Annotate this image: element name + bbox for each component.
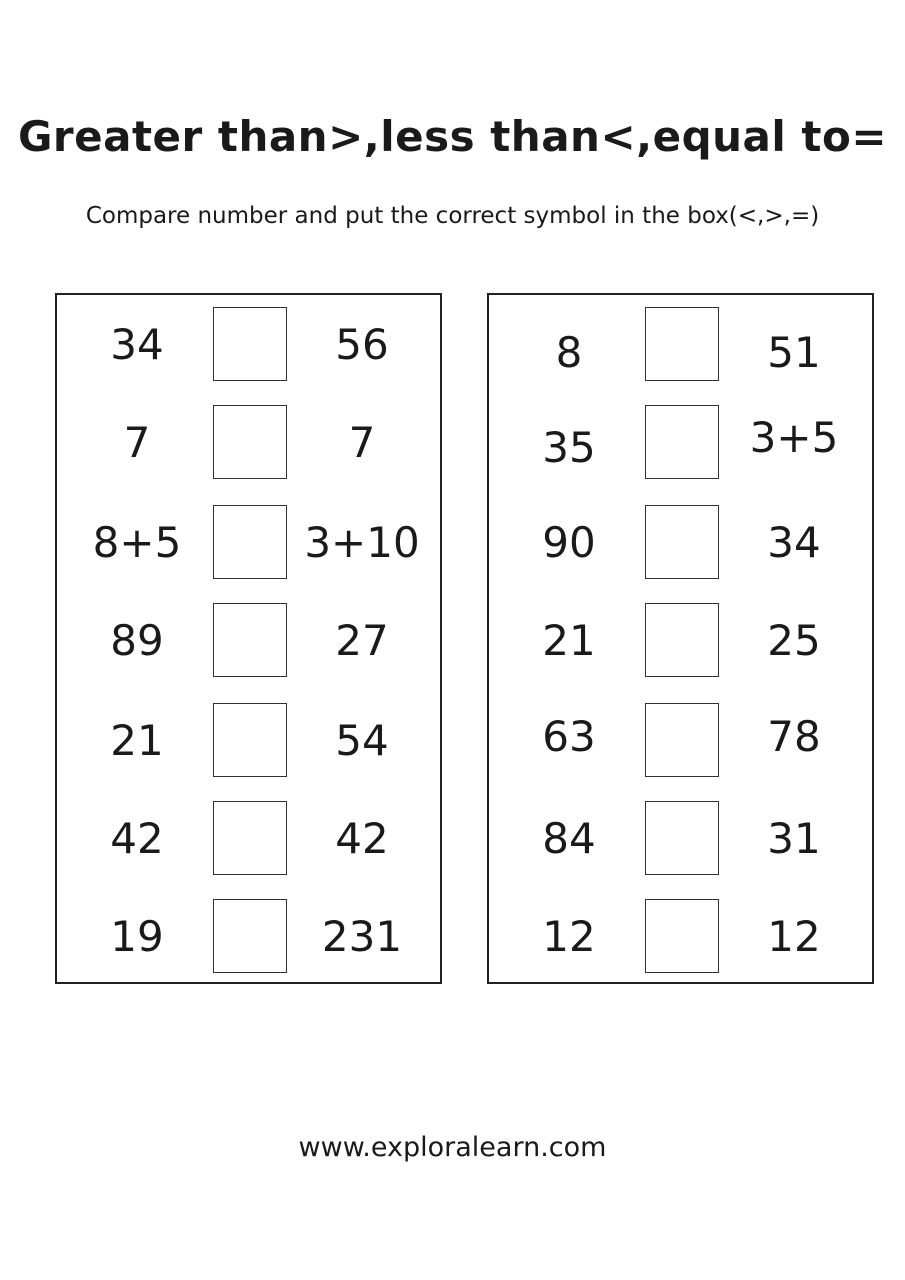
right-number: 12 — [767, 912, 821, 961]
answer-box[interactable] — [213, 899, 287, 973]
left-number: 63 — [542, 712, 596, 761]
comparison-row — [57, 801, 440, 877]
right-number: 31 — [767, 814, 821, 863]
right-number: 231 — [321, 912, 403, 961]
left-number: 42 — [110, 814, 164, 863]
left-number: 21 — [542, 616, 596, 665]
comparison-row — [57, 703, 440, 779]
worksheet-title: Greater than>,less than<,equal to= — [17, 112, 888, 161]
comparison-row — [489, 307, 872, 383]
left-comparison-panel — [55, 293, 442, 984]
right-number: 42 — [335, 814, 389, 863]
comparison-row — [489, 603, 872, 679]
right-number: 27 — [335, 616, 389, 665]
answer-box[interactable] — [213, 307, 287, 381]
left-number: 35 — [542, 423, 596, 472]
right-number: 25 — [767, 616, 821, 665]
answer-box[interactable] — [645, 603, 719, 677]
left-number: 34 — [110, 320, 164, 369]
comparison-row — [489, 405, 872, 481]
answer-box[interactable] — [213, 505, 287, 579]
comparison-row — [57, 405, 440, 481]
answer-box[interactable] — [645, 899, 719, 973]
answer-box[interactable] — [645, 505, 719, 579]
right-number: 56 — [335, 320, 389, 369]
answer-box[interactable] — [645, 405, 719, 479]
right-number: 3+10 — [304, 518, 420, 567]
left-number: 90 — [542, 518, 596, 567]
answer-box[interactable] — [645, 307, 719, 381]
right-comparison-panel — [487, 293, 874, 984]
answer-box[interactable] — [213, 801, 287, 875]
comparison-row — [57, 899, 440, 975]
left-number: 19 — [110, 912, 164, 961]
answer-box[interactable] — [213, 603, 287, 677]
right-number: 7 — [348, 418, 376, 467]
left-number: 7 — [123, 418, 151, 467]
left-number: 89 — [110, 616, 164, 665]
answer-box[interactable] — [645, 801, 719, 875]
comparison-row — [57, 603, 440, 679]
comparison-row — [489, 505, 872, 581]
comparison-row — [57, 505, 440, 581]
right-number: 54 — [335, 716, 389, 765]
comparison-row — [489, 703, 872, 779]
right-number: 51 — [767, 328, 821, 377]
right-number: 34 — [767, 518, 821, 567]
left-number: 84 — [542, 814, 596, 863]
answer-box[interactable] — [213, 405, 287, 479]
right-number: 78 — [767, 712, 821, 761]
left-number: 8 — [555, 328, 583, 377]
right-number: 3+5 — [749, 413, 839, 462]
left-number: 21 — [110, 716, 164, 765]
left-number: 12 — [542, 912, 596, 961]
footer-url: www.exploralearn.com — [298, 1132, 607, 1163]
comparison-row — [57, 307, 440, 383]
answer-box[interactable] — [213, 703, 287, 777]
answer-box[interactable] — [645, 703, 719, 777]
instruction-text: Compare number and put the correct symbol in the box(<,>,=) — [85, 203, 820, 229]
left-number: 8+5 — [92, 518, 182, 567]
comparison-row — [489, 801, 872, 877]
comparison-row — [489, 899, 872, 975]
